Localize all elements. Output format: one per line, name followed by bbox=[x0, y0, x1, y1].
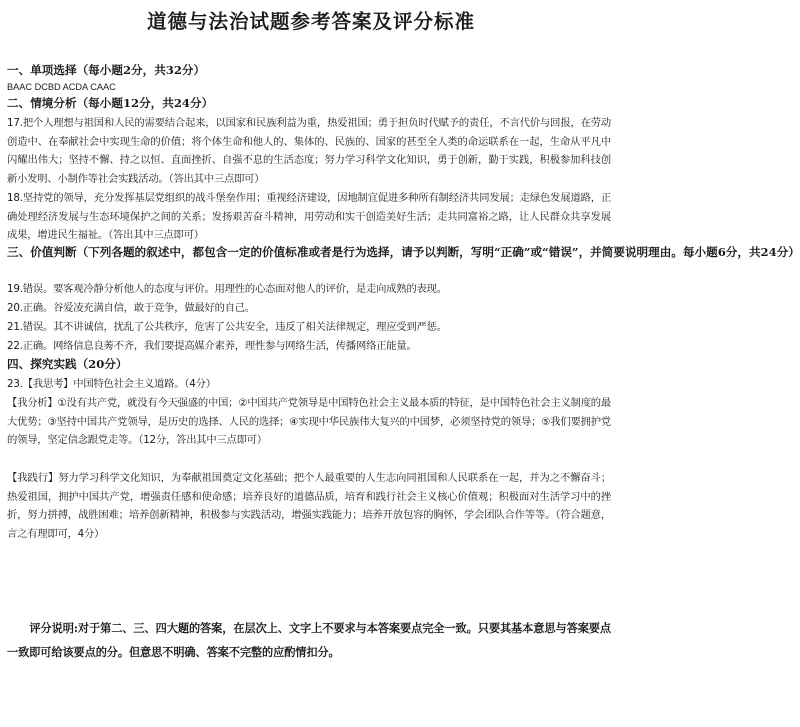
question-23-practice: 【我践行】努力学习科学文化知识，为奉献祖国奠定文化基础；把个人最重要的人生志向同祖国和人民联系在一起，并为之不懈奋斗；热爱祖国，拥护中国共产党，增强责任感和使命感；培养良好的道德品质，培育和践行社会主义核心价值观；积极面对生活学习中的挫折，努力拼搏，战胜困难；培养创新精神，积极参与实践活动，增强实践能力；培养开放包容的胸怀，学会团队合作等等。（符合题意，言之有理即可，4分） bbox=[7, 472, 611, 540]
question-20-answer: 20.正确。谷爱凌充满自信，敢于竞争，做最好的自己。 bbox=[7, 302, 256, 314]
question-22-answer: 22.正确。网络信息良莠不齐，我们要提高媒介素养，理性参与网络生活，传播网络正能量。 bbox=[7, 340, 417, 352]
question-21-answer: 21.错误。其不讲诚信，扰乱了公共秩序，危害了公共安全，违反了相关法律规定，理应受到严惩。 bbox=[7, 321, 447, 333]
section-2-heading: 二、情境分析（每小题12分，共24分） bbox=[7, 96, 214, 110]
question-23-analysis: 【我分析】①没有共产党，就没有今天强盛的中国；②中国共产党领导是中国特色社会主义最本质的特征，是中国特色社会主义制度的最大优势；③坚持中国共产党领导，是历史的选择、人民的选择；④实现中华民族伟大复兴的中国梦，必须坚持党的领导；⑤我们要拥护党的领导，坚定信念跟党走等。（12分，答出其中三点即可） bbox=[7, 397, 611, 447]
section-3-heading: 三、价值判断（下列各题的叙述中，都包含一定的价值标准或者是行为选择，请予以判断，写明“正确”或“错误”，并简要说明理由。每小题6分，共24分） bbox=[7, 245, 800, 259]
question-19-answer: 19.错误。要客观冷静分析他人的态度与评价。用理性的心态面对他人的评价，是走向成熟的表现。 bbox=[7, 283, 447, 295]
section-1-answers: BAAC DCBD ACDA CAAC bbox=[7, 82, 116, 92]
question-18-answer: 18.坚持党的领导，充分发挥基层党组织的战斗堡垒作用；重视经济建设，因地制宜促进多种所有制经济共同发展；走绿色发展道路，正确处理经济发展与生态环境保护之间的关系；发扬艰苦奋斗精神，用劳动和实干创造美好生活；走共同富裕之路，让人民群众共享发展成果，增进民生福祉。（答出其中三点即可） bbox=[7, 192, 611, 242]
section-4-heading: 四、探究实践（20分） bbox=[7, 357, 128, 371]
scoring-note: 评分说明:对于第二、三、四大题的答案，在层次上、文字上不要求与本答案要点完全一致。只要其基本意思与答案要点一致即可给该要点的分。但意思不明确、答案不完整的应酌情扣分。 bbox=[7, 621, 611, 659]
question-17-answer: 17.把个人理想与祖国和人民的需要结合起来，以国家和民族利益为重，热爱祖国；勇于担负时代赋予的责任，不言代价与回报，在劳动创造中、在奉献社会中实现生命的价值；将个体生命和他人的、集体的、民族的、国家的甚至全人类的命运联系在一起，生命从平凡中闪耀出伟大；坚持不懈、持之以恒、直面挫折、自强不息的生活态度；努力学习科学文化知识，勇于创新，勤于实践，积极参加科技创新小发明、小制作等社会实践活动。（答出其中三点即可） bbox=[7, 117, 611, 185]
page-title: 道德与法治试题参考答案及评分标准 bbox=[146, 10, 475, 33]
section-1-heading: 一、单项选择（每小题2分，共32分） bbox=[7, 63, 206, 77]
question-23-answer: 23.【我思考】中国特色社会主义道路。（4分） bbox=[7, 378, 216, 390]
